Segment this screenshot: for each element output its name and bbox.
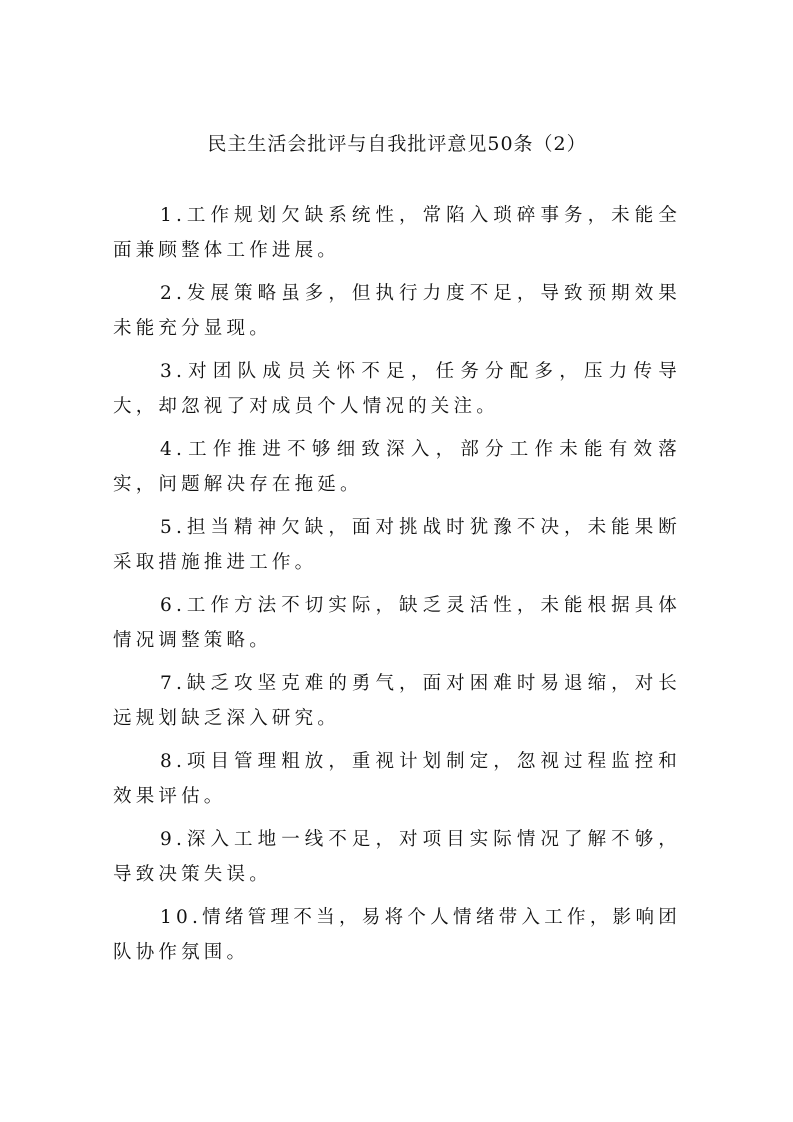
list-item: 3.对团队成员关怀不足，任务分配多，压力传导大，却忽视了对成员个人情况的关注。 <box>113 361 681 417</box>
list-item: 1.工作规划欠缺系统性，常陷入琐碎事务，未能全面兼顾整体工作进展。 <box>113 205 681 261</box>
criticism-list <box>113 198 681 970</box>
list-item: 4.工作推进不够细致深入，部分工作未能有效落实，问题解决存在拖延。 <box>113 439 681 495</box>
list-item: 8.项目管理粗放，重视计划制定，忽视过程监控和效果评估。 <box>113 751 681 807</box>
list-item: 6.工作方法不切实际，缺乏灵活性，未能根据具体情况调整策略。 <box>113 595 681 651</box>
list-item: 5.担当精神欠缺，面对挑战时犹豫不决，未能果断采取措施推进工作。 <box>113 517 681 573</box>
document-title: 民主生活会批评与自我批评意见50条（2） <box>207 133 587 155</box>
list-item: 2.发展策略虽多，但执行力度不足，导致预期效果未能充分显现。 <box>113 283 681 339</box>
list-item: 10.情绪管理不当，易将个人情绪带入工作，影响团队协作氛围。 <box>113 907 681 963</box>
list-item: 7.缺乏攻坚克难的勇气，面对困难时易退缩，对长远规划缺乏深入研究。 <box>113 673 681 729</box>
list-item: 9.深入工地一线不足，对项目实际情况了解不够，导致决策失误。 <box>113 829 681 885</box>
